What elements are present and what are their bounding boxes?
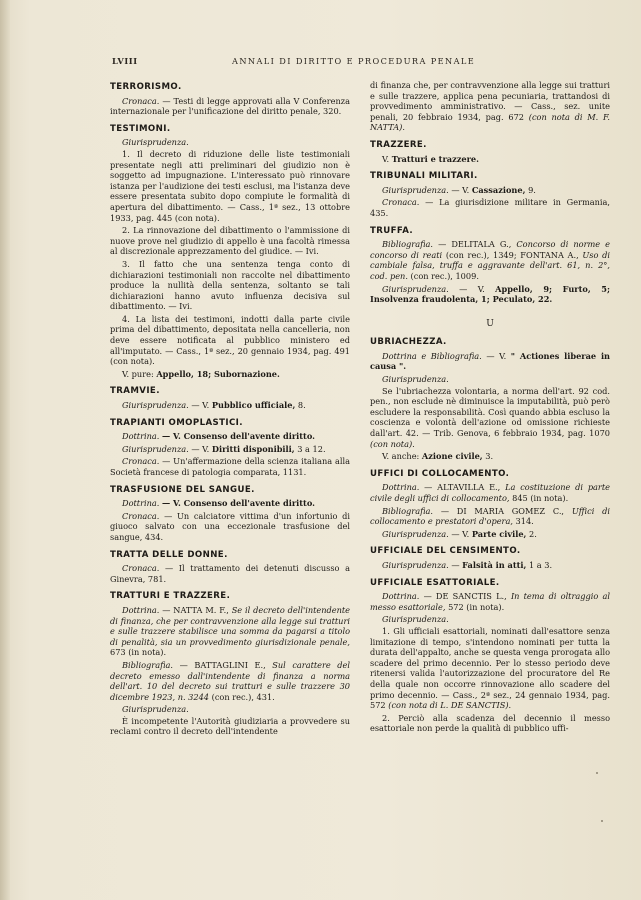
- cross-ref: — V. Consenso dell'avente diritto.: [161, 431, 315, 442]
- label: Cronaca.: [122, 456, 160, 467]
- entry-text: [110, 400, 350, 411]
- entry-text: È incompetente l'Autorità giudiziaria a provvedere su reclami contro il decreto dell'intendente: [110, 715, 350, 737]
- cross-ref: Appello, 18; Subornazione.: [156, 368, 280, 379]
- label: V. pure:: [122, 368, 154, 379]
- text: —: [451, 559, 460, 570]
- subheading: Giurisprudenza.: [122, 704, 189, 715]
- text: — Un calciatore vittima d'un infortunio di giuoco salvato con una eccezionale trasfusione del sangue, 434.: [110, 510, 350, 542]
- journal-title: ANNALI DI DIRITTO E PROCEDURA PENALE: [232, 56, 476, 66]
- list-item: 1. Il decreto di riduzione delle liste testimoniali presentate negli atti preliminari del giudizio non è soggetto ad impugnazione. L'interessato può rinnovare istanza per l'audizione dei testi esclusi, ma l'istanza deve essere presentata subito dopo compiute le formalità di apertura del dibattimento. — Cass., 1ª sez., 13 ottobre 1933, pag. 445 (con nota).: [110, 148, 350, 223]
- text: — V.: [459, 283, 485, 294]
- entry-text: [110, 456, 350, 477]
- entry-text: [370, 154, 610, 165]
- text: V.: [382, 153, 390, 164]
- text: 3 a 12.: [297, 443, 326, 454]
- list-item: 2. La rinnovazione del dibattimento o l'ammissione di nuove prove nel giudizio di appello è una facoltà rimessa al discrezionale apprezzamento del giudice. — Ivi.: [110, 225, 350, 257]
- entry-text: [370, 506, 610, 527]
- text: — Testi di legge approvati alla V Conferenza internazionale per l'unificazione del diritto penale, 320.: [110, 95, 350, 117]
- entry-text: [370, 239, 610, 281]
- entry-text: [370, 197, 610, 218]
- work-title: Concorso di norme e concorso di reati: [370, 239, 611, 260]
- text: (con nota di L. DE SANCTIS).: [388, 700, 512, 711]
- entry-heading: TRAMVIE.: [110, 386, 160, 397]
- subheading: Giurisprudenza.: [382, 614, 449, 625]
- text: (con nota di M. F. NATTA).: [370, 111, 611, 133]
- cross-ref: Falsità in atti,: [462, 559, 527, 570]
- label: Dottrina e Bibliografia.: [382, 350, 482, 361]
- cross-ref: " Actiones liberae in causa ".: [370, 350, 611, 372]
- see-also: [370, 451, 610, 462]
- paper-speck: [596, 772, 598, 774]
- label: Giurisprudenza.: [382, 283, 449, 294]
- see-also: [110, 369, 350, 380]
- entry-text: [110, 444, 350, 455]
- text: — Il trattamento dei detenuti discusso a Ginevra, 781.: [110, 563, 350, 584]
- entry-heading: UFFICIALE DEL CENSIMENTO.: [370, 546, 521, 557]
- entry-text: [370, 560, 610, 571]
- entry-text: [110, 498, 350, 509]
- text: — V.: [191, 443, 210, 454]
- entry-text: [370, 386, 610, 450]
- text: — Un'affermazione della scienza italiana alla Società francese di patologia comparata, 1131.: [110, 456, 350, 477]
- text: (con nota).: [370, 438, 415, 449]
- label: Dottrina.: [382, 591, 420, 602]
- cross-ref: Diritti disponibili,: [211, 443, 295, 454]
- entry-heading: UFFICIALE ESATTORIALE.: [370, 577, 500, 588]
- label: Giurisprudenza.: [122, 400, 189, 411]
- label: Cronaca.: [122, 510, 160, 521]
- right-column: [370, 80, 610, 739]
- entry-heading: TRUFFA.: [370, 225, 414, 236]
- label: Dottrina.: [382, 482, 420, 493]
- label: Bibliografia.: [122, 659, 174, 670]
- text: 572 (in nota).: [448, 601, 505, 612]
- label: Cronaca.: [382, 197, 420, 208]
- text: Se l'ubriachezza volontaria, a norma dell'art. 92 cod. pen., non esclude nè diminuisce la imputabilità, può però escludere la responsabilità. Così quando abbia escluso la coscienza e volontà dell'azione od omissione richieste dall'art. 42. — Trib. Genova, 6 febbraio 1934, pag. 1070: [370, 385, 610, 439]
- cross-ref: Parte civile,: [471, 528, 527, 539]
- entry-text: [110, 431, 350, 442]
- label: Dottrina.: [122, 431, 160, 442]
- cross-ref: — V. Consenso dell'avente diritto.: [161, 498, 315, 509]
- entry-text: [110, 605, 350, 658]
- cross-ref: Appello, 9; Furto, 5; Insolvenza fraudolenta, 1; Peculato, 22.: [370, 283, 611, 305]
- author: — BATTAGLINI E.,: [179, 659, 266, 670]
- label: Giurisprudenza.: [122, 443, 189, 454]
- label: Cronaca.: [122, 563, 160, 574]
- entry-heading: TRATTA DELLE DONNE.: [110, 549, 228, 560]
- text: 845 (in nota).: [512, 493, 569, 503]
- work-title: Sul carattere del decreto emesso dall'intendente di finanza a norma dell'art. 10 del decreto sui tratturi e sulle trazzere 30 dicembre 1923, n. 3244: [110, 659, 351, 702]
- author: — DI MARIA GOMEZ C.,: [440, 505, 565, 516]
- entry-heading: TESTIMONI.: [110, 123, 171, 134]
- author: — DELITALA G.,: [438, 239, 512, 250]
- cross-ref: Pubblico ufficiale,: [211, 400, 296, 411]
- subheading: Giurisprudenza.: [122, 137, 189, 148]
- entry-heading: TRIBUNALI MILITARI.: [370, 171, 478, 182]
- entry-text: [370, 591, 610, 612]
- cross-ref: Tratturi e trazzere.: [391, 153, 479, 164]
- entry-text: [110, 96, 350, 117]
- entry-text: [370, 482, 610, 503]
- entry-heading: TRASFUSIONE DEL SANGUE.: [110, 484, 255, 495]
- text: — V.: [486, 350, 507, 361]
- label: Giurisprudenza.: [382, 559, 449, 570]
- text: (con rec.), 431.: [211, 691, 275, 702]
- section-letter: U: [486, 318, 494, 329]
- cross-ref: Azione civile,: [421, 451, 483, 462]
- list-item: 4. La lista dei testimoni, indotti dalla parte civile prima del dibattimento, depositata nella cancelleria, non deve essere notificata al pubblico ministero ed all'imputato. — Cass., 1ª sez., 20 gennaio 1934, pag. 491 (con nota).: [110, 313, 350, 367]
- text: — V.: [191, 400, 210, 411]
- entry-heading: TRATTURI E TRAZZERE.: [110, 591, 231, 602]
- text: — V.: [451, 528, 470, 539]
- text: 9.: [528, 184, 536, 195]
- label: Giurisprudenza.: [382, 528, 449, 539]
- label: Dottrina.: [122, 604, 160, 615]
- label: Bibliografia.: [382, 239, 434, 250]
- entry-heading: TRAZZERE.: [370, 139, 427, 150]
- text: 1. Gli ufficiali esattoriali, nominati dall'esattore senza limitazione di tempo, s'intendono nominati per tutta la durata dell'appalto, anche se questa venga prorogata allo scadere del primo decennio. Per lo stesso periodo deve ritenersi valida l'autorizzazione del procuratore del Re della quale non occorre rinnovazione allo scadere del primo decennio. — Cass., 2ª sez., 24 gennaio 1934, pag. 572: [370, 625, 610, 711]
- text: 8.: [297, 400, 306, 411]
- text: — V.: [451, 184, 470, 195]
- text: (con rec.), 1349; FONTANA A.,: [445, 249, 579, 260]
- text: 2.: [529, 528, 537, 539]
- work-title: La costituzione di parte civile degli uffici di collocamento,: [370, 482, 610, 503]
- continued-text: [370, 80, 610, 133]
- work-title: Uso di cambiale falsa, truffa e aggravante dell'art. 61, n. 2°, cod. pen.: [370, 249, 610, 281]
- text: 673 (in nota).: [110, 647, 167, 658]
- work-title: Se il decreto dell'intendente di finanza, che per contravvenzione alla legge sui tratturi e sulle trazzere stabilisce una somma da pagarsi a titolo di penalità, sia un provvedimento giurisdizionale penale,: [110, 604, 350, 647]
- entry-heading: UFFICI DI COLLOCAMENTO.: [370, 468, 510, 479]
- list-item: 3. Il fatto che una sentenza tenga conto di dichiarazioni testimoniali non raccolte nel dibattimento produce la nullità della sentenza, soltanto se tali dichiarazioni hanno avuto influenza decisiva sul dibattimento. — Ivi.: [110, 258, 350, 312]
- list-item: [370, 626, 610, 711]
- cross-ref: Cassazione,: [471, 184, 526, 195]
- left-column: [110, 80, 350, 739]
- subheading: Giurisprudenza.: [382, 374, 449, 385]
- entry-text: [370, 529, 610, 540]
- text: 314.: [515, 516, 534, 527]
- text: 3.: [485, 451, 494, 462]
- label: Cronaca.: [122, 95, 160, 106]
- entry-heading: TERRORISMO.: [110, 82, 182, 92]
- book-spine-shadow: [0, 0, 10, 900]
- author: — DE SANCTIS L.,: [423, 591, 507, 602]
- work-title: In tema di oltraggio al messo esattoriale,: [370, 591, 610, 612]
- text: 1 a 3.: [528, 559, 553, 570]
- text: — La giurisdizione militare in Germania, 435.: [370, 197, 610, 218]
- paper-speck: [601, 820, 603, 822]
- label: Dottrina.: [122, 498, 160, 509]
- label: V. anche:: [382, 451, 420, 462]
- entry-text: [370, 185, 610, 196]
- list-item: 2. Perciò alla scadenza del decennio il messo esattoriale non perde la qualità di pubblico uffi-: [370, 712, 610, 734]
- entry-text: [370, 351, 610, 372]
- text: (con rec.), 1009.: [410, 270, 479, 281]
- entry-text: [110, 563, 350, 584]
- label: Bibliografia.: [382, 505, 434, 516]
- text: di finanza che, per contravvenzione alla legge sui tratturi e sulle trazzere, applica pena pecuniaria, trattandosi di provvedimento amministrativo. — Cass., sez. unite penali, 20 febbraio 1934, pag. 672: [370, 80, 610, 122]
- work-title: Uffici di collocamento e prestatori d'opera,: [370, 505, 611, 527]
- page-number: LVIII: [112, 56, 138, 66]
- entry-heading: UBRIACHEZZA.: [370, 337, 447, 348]
- author: — NATTA M. F.,: [162, 604, 229, 615]
- label: Giurisprudenza.: [382, 184, 449, 195]
- entry-heading: TRAPIANTI OMOPLASTICI.: [110, 417, 243, 428]
- entry-text: [110, 660, 350, 702]
- entry-text: [370, 284, 610, 305]
- index-columns: [110, 80, 610, 739]
- author: — ALTAVILLA E.,: [424, 482, 501, 493]
- entry-text: [110, 511, 350, 543]
